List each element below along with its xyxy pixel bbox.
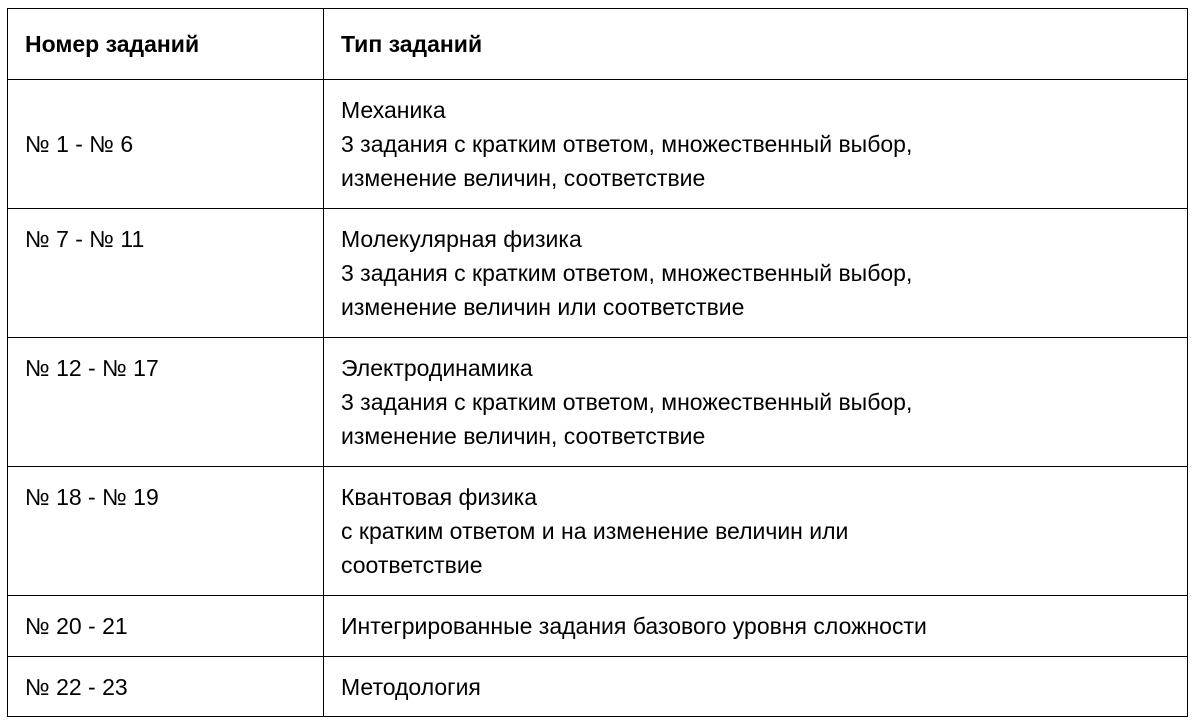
table-row [8,80,1188,209]
column-header-number: Номер заданий [8,9,324,80]
task-type-cell [324,467,1188,596]
task-type-description: 3 задания с кратким ответом, множественный выбор, изменение величин, соответствие [341,131,913,191]
task-type-cell [324,209,1188,338]
task-type-title: Механика [341,97,446,123]
task-number-cell: № 7 - № 11 [8,209,324,338]
task-type-title: Квантовая физика [341,484,538,510]
task-number-cell: № 1 - № 6 [8,80,324,209]
task-type-description: 3 задания с кратким ответом, множественный выбор, изменение величин или соответствие [341,260,913,320]
task-number-cell: № 18 - № 19 [8,467,324,596]
task-type-title: Электродинамика [341,355,533,381]
table-row [8,209,1188,338]
table-row [8,657,1188,717]
task-number-cell: № 20 - 21 [8,596,324,657]
column-header-type: Тип заданий [324,9,1188,80]
table-header-row [8,9,1188,80]
task-type-cell [324,596,1188,657]
table-row [8,338,1188,467]
task-type-description: 3 задания с кратким ответом, множественный выбор, изменение величин, соответствие [341,389,913,449]
task-type-cell [324,657,1188,717]
task-type-cell [324,338,1188,467]
task-type-cell [324,80,1188,209]
task-type-title: Методология [341,674,481,700]
task-number-cell: № 12 - № 17 [8,338,324,467]
task-type-title: Интегрированные задания базового уровня сложности [341,613,927,639]
task-types-table [7,8,1188,717]
table-row [8,467,1188,596]
table-row [8,596,1188,657]
task-type-description: с кратким ответом и на изменение величин или соответствие [341,518,849,578]
task-number-cell: № 22 - 23 [8,657,324,717]
task-type-title: Молекулярная физика [341,226,582,252]
